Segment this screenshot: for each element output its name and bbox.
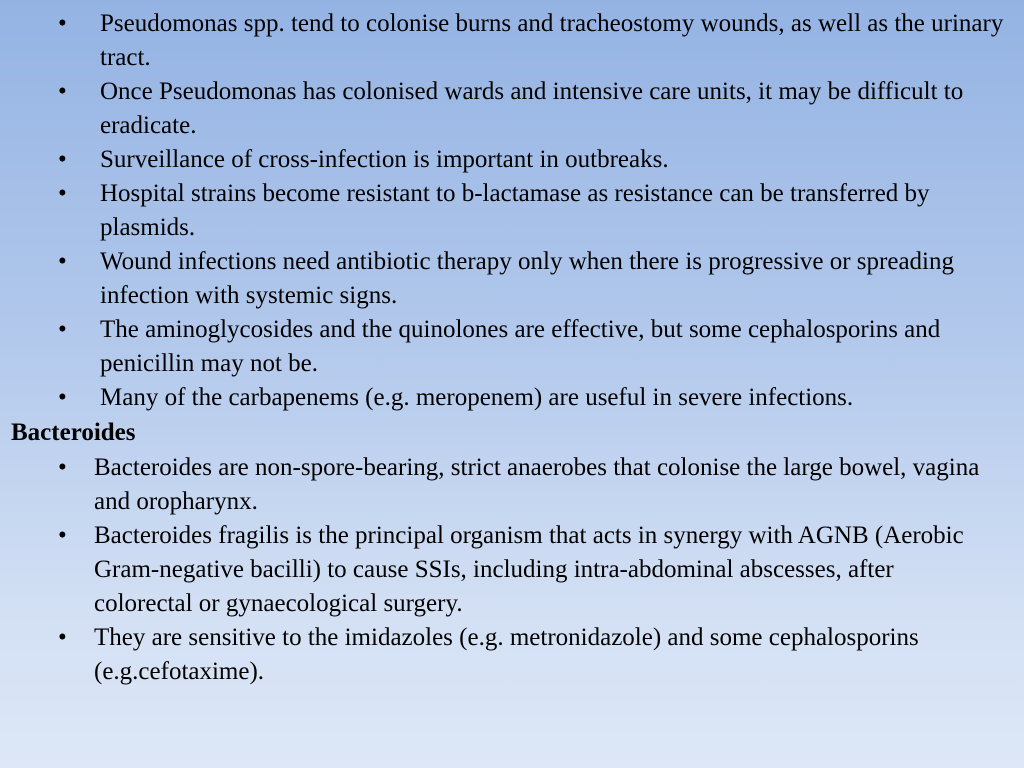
bullet-icon: • — [58, 146, 67, 173]
bullet-item — [58, 75, 1012, 143]
bullet-text: Bacteroides are non-spore-bearing, strict anaerobes that colonise the large bowel, vagina and oropharynx. — [94, 454, 980, 515]
bullet-item — [58, 381, 1012, 415]
bullet-text: They are sensitive to the imidazoles (e.g. metronidazole) and some cephalosporins (e.g.cefotaxime). — [94, 624, 919, 685]
bullet-text: Pseudomonas spp. tend to colonise burns and tracheostomy wounds, as well as the urinary tract. — [100, 10, 1004, 71]
bullet-icon: • — [58, 454, 67, 481]
bullet-text: Surveillance of cross-infection is important in outbreaks. — [100, 146, 669, 173]
bullet-item — [58, 143, 1012, 177]
bullet-item — [58, 177, 1012, 245]
bullet-text: Wound infections need antibiotic therapy only when there is progressive or spreading infection with systemic signs. — [100, 248, 955, 309]
bullet-item — [58, 7, 1012, 75]
bullet-item — [58, 519, 994, 621]
bullet-icon: • — [58, 248, 67, 275]
pseudomonas-bullet-list — [58, 7, 1012, 415]
bullet-item — [58, 451, 994, 519]
bullet-text: Hospital strains become resistant to b-lactamase as resistance can be transferred by plasmids. — [100, 180, 930, 241]
section-heading: Bacteroides — [11, 419, 136, 446]
bacteroides-bullet-list — [58, 451, 994, 689]
bullet-item — [58, 621, 994, 689]
bullet-text: Once Pseudomonas has colonised wards and intensive care units, it may be difficult to eradicate. — [100, 78, 964, 139]
bullet-text: The aminoglycosides and the quinolones are effective, but some cephalosporins and penicillin may not be. — [100, 316, 941, 377]
bullet-item — [58, 313, 1012, 381]
bullet-icon: • — [58, 316, 67, 343]
bullet-icon: • — [58, 10, 67, 37]
bullet-text: Many of the carbapenems (e.g. meropenem) are useful in severe infections. — [100, 384, 854, 411]
bullet-icon: • — [58, 624, 67, 651]
bullet-icon: • — [58, 384, 67, 411]
bullet-icon: • — [58, 78, 67, 105]
bullet-item — [58, 245, 1012, 313]
bullet-icon: • — [58, 180, 67, 207]
bullet-icon: • — [58, 522, 67, 549]
bullet-text: Bacteroides fragilis is the principal organism that acts in synergy with AGNB (Aerobic Gram-negative bacilli) to cause SSIs, including intra-abdominal abscesses, after colorectal or gynaecological surgery. — [94, 522, 964, 617]
